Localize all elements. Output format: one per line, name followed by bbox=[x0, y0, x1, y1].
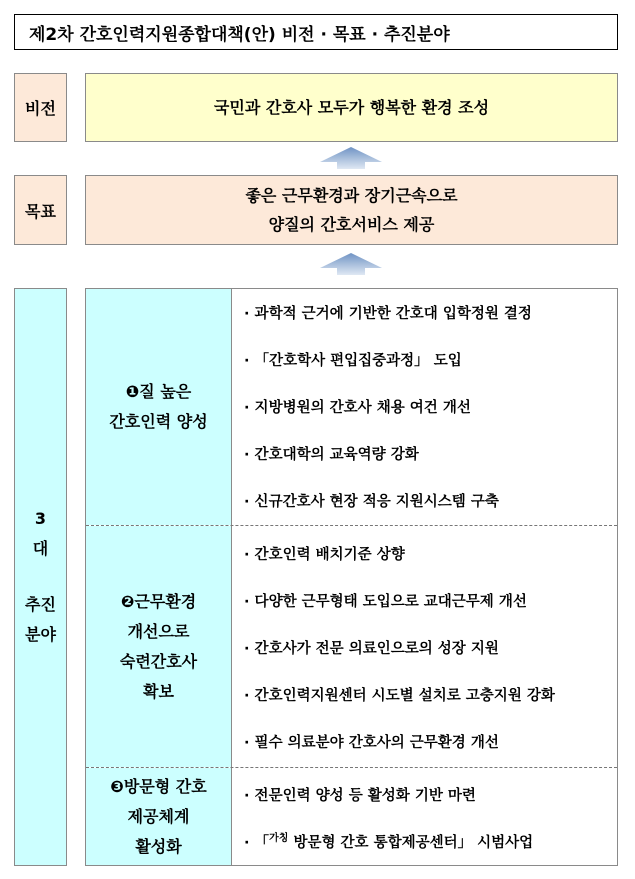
list-item bbox=[244, 829, 533, 852]
list-item: · 「간호학사 편입집중과정」 도입 bbox=[244, 353, 462, 369]
area-1-title-line: ❶질 높은 bbox=[125, 382, 192, 401]
list-item-prefix: · 「 bbox=[244, 834, 270, 851]
list-item: · 지방병원의 간호사 채용 여건 개선 bbox=[244, 400, 471, 416]
list-item: · 간호인력지원센터 시도별 설치로 고충지원 강화 bbox=[244, 688, 555, 704]
vision-text: 국민과 간호사 모두가 행복한 환경 조성 bbox=[213, 98, 490, 117]
area-1 bbox=[86, 289, 617, 525]
area-2-items bbox=[231, 526, 617, 767]
area-2-title bbox=[86, 526, 231, 767]
list-item: · 과학적 근거에 기반한 간호대 입학정원 결정 bbox=[244, 306, 532, 322]
vision-label: 비전 bbox=[14, 73, 67, 142]
areas-label-line-3: 추진 bbox=[25, 595, 56, 614]
area-3-items bbox=[231, 768, 617, 865]
goal-line-1: 좋은 근무환경과 장기근속으로 bbox=[245, 186, 458, 205]
list-item: · 간호사가 전문 의료인으로의 성장 지원 bbox=[244, 641, 499, 657]
area-3-title bbox=[86, 768, 231, 865]
goal-label: 목표 bbox=[14, 175, 67, 245]
areas-label bbox=[14, 288, 67, 866]
areas-label-line-2: 대 bbox=[32, 539, 49, 558]
area-2 bbox=[86, 526, 617, 767]
list-item: · 전문인력 양성 등 활성화 기반 마련 bbox=[244, 788, 476, 804]
areas-label-line-4: 분야 bbox=[25, 625, 56, 644]
list-item: · 다양한 근무형태 도입으로 교대근무제 개선 bbox=[244, 594, 527, 610]
vision-box bbox=[85, 73, 618, 142]
goal-box bbox=[85, 175, 618, 245]
area-2-title-line: 개선으로 bbox=[127, 621, 190, 641]
list-item: · 신규간호사 현장 적응 지원시스템 구축 bbox=[244, 494, 499, 510]
area-3-title-line: ❸방문형 간호 bbox=[110, 776, 207, 796]
area-1-items bbox=[231, 289, 617, 525]
list-item: · 간호인력 배치기준 상향 bbox=[244, 547, 405, 563]
areas-label-line-1: 3 bbox=[34, 509, 47, 528]
area-3-title-line: 활성화 bbox=[135, 836, 182, 856]
area-1-title bbox=[86, 289, 231, 525]
goal-line-2: 양질의 간호서비스 제공 bbox=[268, 215, 435, 234]
list-item-text: 방문형 간호 통합제공센터」 시범사업 bbox=[288, 834, 534, 851]
page-title: 제2차 간호인력지원종합대책(안) 비전 · 목표 · 추진분야 bbox=[14, 14, 618, 50]
area-3 bbox=[86, 768, 617, 865]
area-3-title-line: 제공체계 bbox=[127, 806, 190, 826]
areas-table bbox=[85, 288, 618, 866]
up-arrow-icon bbox=[320, 253, 382, 275]
up-arrow-icon bbox=[320, 147, 382, 169]
list-item: · 간호대학의 교육역량 강화 bbox=[244, 447, 419, 463]
area-1-title-line: 간호인력 양성 bbox=[109, 412, 208, 431]
area-2-title-line: 확보 bbox=[143, 681, 174, 701]
list-item-small-note: 가칭 bbox=[269, 833, 289, 844]
area-2-title-line: ❷근무환경 bbox=[120, 591, 197, 611]
area-2-title-line: 숙련간호사 bbox=[119, 651, 198, 671]
list-item: · 필수 의료분야 간호사의 근무환경 개선 bbox=[244, 735, 499, 751]
